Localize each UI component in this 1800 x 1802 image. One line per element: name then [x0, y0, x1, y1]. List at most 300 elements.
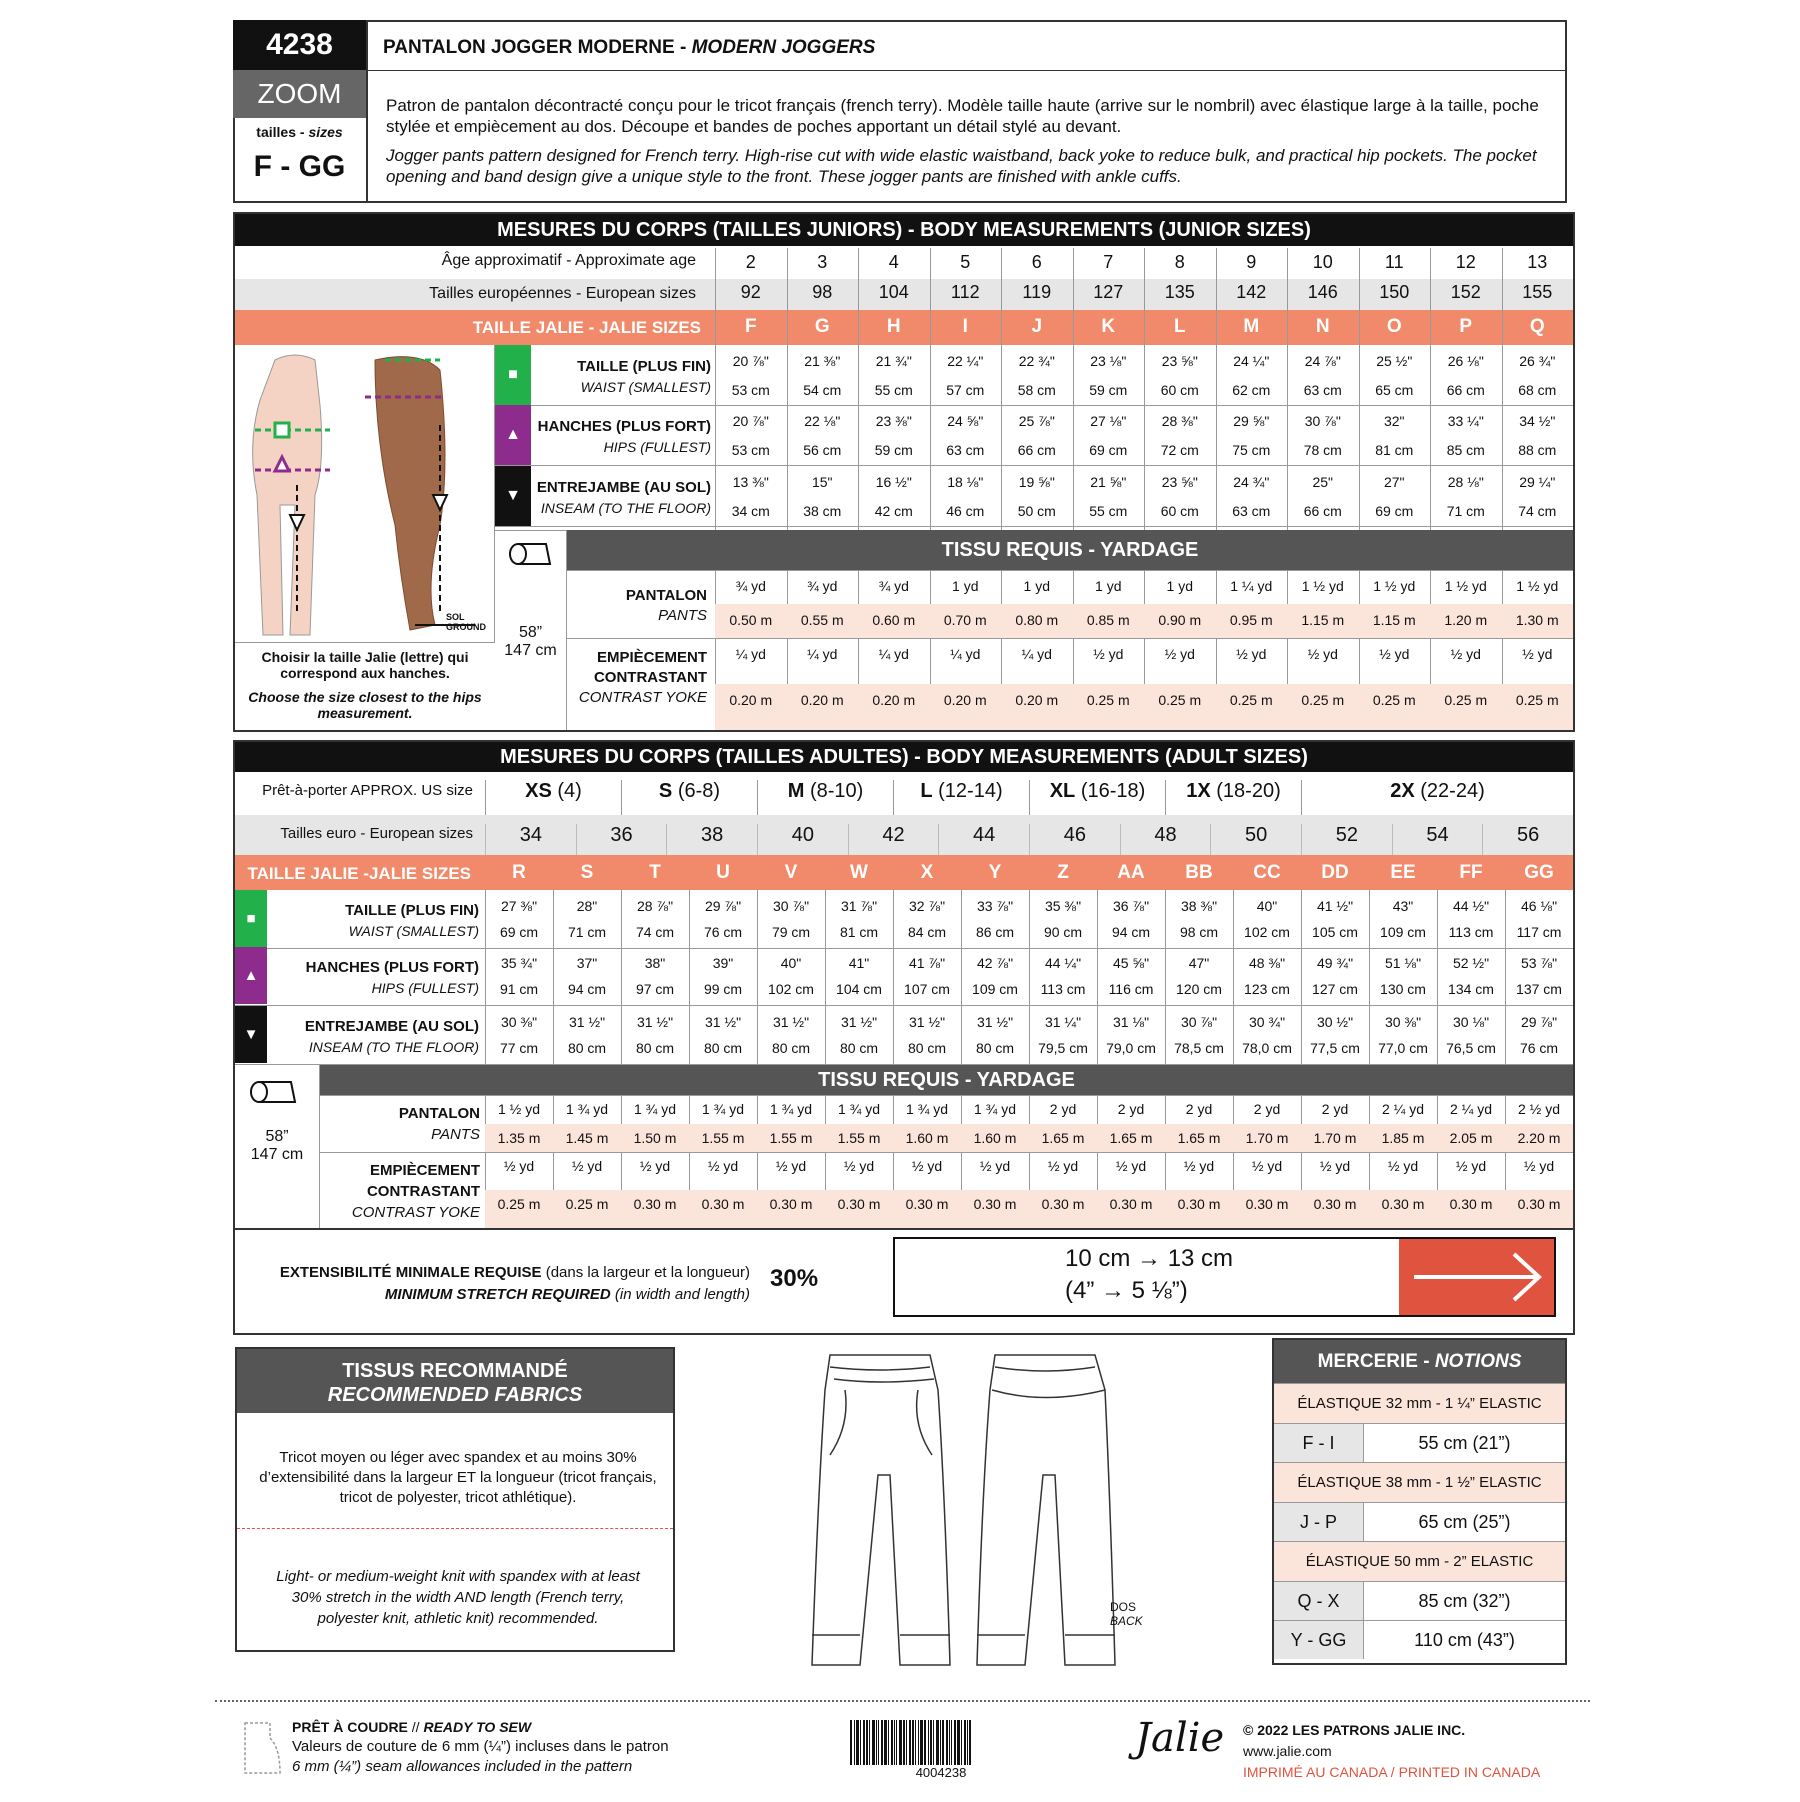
adult-yoke-yd: ½ yd	[1047, 1158, 1079, 1174]
junior-pants-yd: 1 yd	[952, 578, 979, 594]
barcode	[850, 1720, 1032, 1765]
adult-pants-yd: 2 ¼ yd	[1449, 1101, 1493, 1117]
barcode-bar	[954, 1720, 956, 1765]
junior-euro-size: 119	[1022, 282, 1052, 302]
adult-inseam-cm: 77,5 cm	[1310, 1040, 1360, 1056]
barcode-bar	[888, 1720, 889, 1765]
adult-hips-inch: 45 ⅝"	[1112, 955, 1150, 971]
barcode-bar	[881, 1720, 883, 1765]
fabrics-title-fr: TISSUS RECOMMANDÉ	[342, 1360, 568, 1382]
adult-yoke-yd: ½ yd	[1319, 1158, 1351, 1174]
row-divider	[235, 948, 1573, 949]
junior-waist-inch: 26 ¾"	[1519, 353, 1556, 369]
barcode-bar	[964, 1720, 966, 1765]
junior-waist-inch: 21 ⅜"	[804, 353, 841, 369]
adult-pants-yd: 1 ¾ yd	[769, 1101, 813, 1117]
notion-length: 85 cm (32”)	[1364, 1581, 1565, 1620]
barcode-bar	[876, 1720, 877, 1765]
adult-hips-cm: 99 cm	[703, 981, 743, 997]
row-divider	[495, 405, 1573, 406]
junior-hips-inch: 20 ⅞"	[732, 413, 769, 429]
junior-pants-m: 0.90 m	[1158, 612, 1202, 628]
header-title-divider	[366, 70, 1567, 71]
arrow-right-icon	[1399, 1239, 1554, 1315]
junior-waist-cm: 65 cm	[1375, 382, 1414, 398]
adult-yoke-yd: ½ yd	[1523, 1158, 1555, 1174]
junior-waist-inch: 20 ⅞"	[732, 353, 769, 369]
junior-waist-cm: 60 cm	[1160, 382, 1199, 398]
adult-euro-size: 34	[485, 824, 576, 855]
adult-rtw-size	[893, 780, 1029, 815]
adult-col-line	[961, 890, 962, 1228]
adult-waist-cm: 105 cm	[1312, 924, 1358, 940]
adult-inseam-cm: 76,5 cm	[1446, 1040, 1496, 1056]
junior-age: 2	[745, 252, 756, 272]
adult-hips-cm: 107 cm	[904, 981, 950, 997]
junior-inseam-inch: 29 ¼"	[1519, 474, 1556, 490]
adult-hips-cm: 109 cm	[972, 981, 1018, 997]
junior-age-label: Âge approximatif - Approximate age	[441, 252, 696, 269]
adult-inseam-inch: 30 ⅛"	[1452, 1014, 1490, 1030]
notions-title-fr: MERCERIE	[1317, 1351, 1418, 1372]
adult-pants-yd: 1 ¾ yd	[837, 1101, 881, 1117]
adult-inseam-cm: 78,5 cm	[1174, 1040, 1224, 1056]
adult-rtw-size	[621, 780, 757, 815]
junior-pants-yd: ¾ yd	[878, 578, 909, 594]
adult-waist-cm: 86 cm	[975, 924, 1015, 940]
adult-hips-cm: 134 cm	[1448, 981, 1494, 997]
adult-col-line	[757, 890, 758, 1228]
sizes-label-en: sizes	[308, 124, 343, 140]
adult-pants-m: 1.60 m	[973, 1129, 1017, 1146]
junior-euro-size: 152	[1450, 282, 1481, 302]
barcode-bar	[933, 1720, 934, 1765]
barcode-bar	[884, 1720, 887, 1765]
adult-rtw-size	[1301, 780, 1573, 815]
junior-hips-cm: 59 cm	[874, 442, 913, 458]
adult-rtw-range: (12-14)	[938, 780, 1003, 802]
adult-jalie-size: X	[920, 862, 934, 883]
back-label-fr: DOS	[1110, 1600, 1137, 1614]
stretch-en: MINIMUM STRETCH REQUIRED	[384, 1286, 611, 1303]
junior-waist-inch: 26 ⅛"	[1447, 353, 1484, 369]
junior-table-title: MESURES DU CORPS (TAILLES JUNIORS) - BODY MEASUREMENTS (JUNIOR SIZES)	[235, 214, 1573, 246]
adult-hips-cm: 130 cm	[1380, 981, 1426, 997]
adult-jalie-size: GG	[1524, 862, 1554, 883]
adult-euro-size: 46	[1029, 824, 1120, 855]
junior-yoke-yd: ¼ yd	[878, 646, 909, 662]
junior-age: 9	[1246, 252, 1257, 272]
junior-yoke-yd: ¼ yd	[807, 646, 838, 662]
adult-waist-cm: 98 cm	[1179, 924, 1219, 940]
adult-euro-size: 48	[1120, 824, 1211, 855]
adult-fabric-roll-icon	[247, 1077, 307, 1107]
adult-inseam-inch: 31 ½"	[704, 1014, 742, 1030]
junior-euro-size: 104	[878, 282, 909, 302]
junior-inseam-en: INSEAM (TO THE FLOOR)	[540, 500, 711, 516]
notion-length: 110 cm (43”)	[1364, 1620, 1565, 1659]
junior-yoke-yd: ½ yd	[1379, 646, 1410, 662]
adult-pants-m: 1.65 m	[1041, 1129, 1085, 1146]
junior-hips-cm: 81 cm	[1375, 442, 1414, 458]
junior-age: 12	[1455, 252, 1476, 272]
adult-waist-cm: 84 cm	[907, 924, 947, 940]
junior-pants-yd: 1 yd	[1023, 578, 1050, 594]
junior-waist-fr: TAILLE (PLUS FIN)	[577, 358, 711, 375]
adult-inseam-cm: 76 cm	[1519, 1040, 1559, 1056]
stretch-label	[240, 1262, 750, 1306]
junior-yoke-fr2: CONTRASTANT	[593, 669, 707, 686]
adult-pants-m: 1.85 m	[1381, 1129, 1425, 1146]
adult-yoke-m: 0.30 m	[701, 1196, 745, 1212]
stretch-in: (4” → 5 ⅛”)	[1065, 1277, 1188, 1304]
fabric-roll-icon	[506, 539, 556, 569]
junior-pants-m: 0.55 m	[800, 612, 844, 628]
adult-hips-fr: HANCHES (PLUS FORT)	[305, 959, 479, 976]
adult-inseam-label	[267, 1016, 479, 1058]
junior-yoke-m: 0.20 m	[800, 692, 844, 708]
adult-jalie-size: CC	[1253, 862, 1281, 883]
adult-waist-cm: 69 cm	[499, 924, 539, 940]
junior-inseam-fr: ENTREJAMBE (AU SOL)	[536, 479, 711, 496]
barcode-bar	[942, 1720, 944, 1765]
junior-pants-m: 0.70 m	[943, 612, 987, 628]
adult-hips-inch: 53 ⅞"	[1520, 955, 1558, 971]
adult-waist-inch: 30 ⅞"	[772, 898, 810, 914]
adult-waist-inch: 36 ⅞"	[1112, 898, 1150, 914]
adult-rtw-range: (8-10)	[809, 780, 864, 802]
junior-yoke-m: 0.25 m	[1086, 692, 1130, 708]
junior-waist-inch: 25 ½"	[1376, 353, 1413, 369]
fabrics-divider	[237, 1528, 673, 1529]
adult-hips-inch: 48 ⅜"	[1248, 955, 1286, 971]
junior-jalie-size: K	[1101, 316, 1116, 337]
adult-yoke-m: 0.30 m	[1381, 1196, 1425, 1212]
adult-yoke-yd: ½ yd	[639, 1158, 671, 1174]
junior-age: 4	[888, 252, 899, 272]
junior-pants-yd: 1 ½ yd	[1373, 578, 1416, 594]
adult-hips-cm: 123 cm	[1244, 981, 1290, 997]
adult-jalie-size: U	[716, 862, 730, 883]
adult-yoke-yd: ½ yd	[1455, 1158, 1487, 1174]
stretch-percent: 30%	[770, 1265, 819, 1292]
inseam-label	[531, 478, 711, 518]
adult-rtw-size	[757, 780, 893, 815]
adult-waist-cm: 90 cm	[1043, 924, 1083, 940]
adult-rtw-bold: 2X	[1390, 780, 1415, 802]
junior-jalie-size: L	[1173, 316, 1186, 337]
barcode-bar	[891, 1720, 893, 1765]
junior-hips-cm: 53 cm	[731, 442, 770, 458]
barcode-bar	[969, 1720, 971, 1765]
junior-age: 5	[960, 252, 971, 272]
pattern-piece-icon	[240, 1718, 285, 1778]
footer-ready: PRÊT À COUDRE // READY TO SEW Valeurs de couture de 6 mm (¼”) incluses dans le patron 6 mm (¼”) seam allowances included in the pattern	[292, 1719, 669, 1775]
adult-euro-size: 44	[938, 824, 1029, 855]
adult-width-in: 58”	[265, 1128, 289, 1145]
barcode-bar	[920, 1720, 923, 1765]
adult-inseam-icon: ▼	[235, 1006, 267, 1063]
junior-yoke-yd: ½ yd	[1450, 646, 1481, 662]
junior-euro-size: 150	[1379, 282, 1410, 302]
junior-inseam-cm: 60 cm	[1160, 503, 1199, 519]
adult-jalie-size: DD	[1321, 862, 1349, 883]
adult-rtw-bold: XS	[525, 780, 552, 802]
adult-table-title: MESURES DU CORPS (TAILLES ADULTES) - BODY MEASUREMENTS (ADULT SIZES)	[235, 742, 1573, 772]
junior-inseam-inch: 16 ½"	[875, 474, 912, 490]
barcode-bar	[906, 1720, 907, 1765]
adult-yoke-m: 0.30 m	[1449, 1196, 1493, 1212]
adult-hips-cm: 120 cm	[1176, 981, 1222, 997]
junior-waist-inch: 23 ⅛"	[1090, 353, 1127, 369]
description-en: Jogger pants pattern designed for French terry. High-rise cut with wide elastic waistband, back yoke to reduce bulk, and practical hip pockets. The pocket opening and band design give a unique style to the front. These jogger pants are finished with ankle cuffs.	[386, 146, 1537, 186]
junior-hips-cm: 78 cm	[1303, 442, 1342, 458]
junior-jalie-size: H	[886, 316, 901, 337]
adult-jalie-size: Y	[988, 862, 1002, 883]
junior-inseam-inch: 25"	[1312, 474, 1334, 490]
adult-waist-inch: 43"	[1392, 898, 1414, 914]
adult-yoke-yd: ½ yd	[979, 1158, 1011, 1174]
barcode-bar	[850, 1720, 852, 1765]
adult-pants-m: 1.65 m	[1177, 1129, 1221, 1146]
junior-yoke-yd: ½ yd	[1307, 646, 1338, 662]
notion-size-range: J - P	[1274, 1502, 1364, 1541]
adult-inseam-inch: 31 ½"	[568, 1014, 606, 1030]
adult-pants-yd: 2 ¼ yd	[1381, 1101, 1425, 1117]
adult-inseam-inch: 31 ½"	[840, 1014, 878, 1030]
footer-info	[1243, 1720, 1540, 1783]
adult-hips-inch: 39"	[712, 955, 734, 971]
barcode-bar	[863, 1720, 865, 1765]
adult-hips-cm: 102 cm	[768, 981, 814, 997]
barcode-bar	[924, 1720, 926, 1765]
barcode-number: 4004238	[915, 1765, 967, 1780]
junior-pants-label	[567, 580, 707, 626]
adult-inseam-inch: 29 ⅞"	[1520, 1014, 1558, 1030]
adult-waist-inch: 40"	[1256, 898, 1278, 914]
junior-euro-size: 142	[1236, 282, 1267, 302]
junior-jalie-size: J	[1031, 316, 1043, 337]
junior-hips-cm: 75 cm	[1232, 442, 1271, 458]
adult-yoke-yd: ½ yd	[571, 1158, 603, 1174]
junior-jalie-size: N	[1315, 316, 1330, 337]
junior-hips-cm: 63 cm	[946, 442, 985, 458]
junior-hips-cm: 69 cm	[1089, 442, 1128, 458]
adult-pants-label	[320, 1103, 480, 1145]
barcode-bar	[899, 1720, 902, 1765]
junior-waist-inch: 24 ¼"	[1233, 353, 1270, 369]
back-label	[1110, 1600, 1143, 1628]
adult-yoke-m: 0.30 m	[1313, 1196, 1357, 1212]
adult-waist-cm: 79 cm	[771, 924, 811, 940]
adult-pants-yd: 2 yd	[1321, 1101, 1349, 1117]
junior-yoke-yd: ½ yd	[1093, 646, 1124, 662]
junior-waist-cm: 57 cm	[946, 382, 985, 398]
adult-inseam-inch: 31 ½"	[976, 1014, 1014, 1030]
adult-inseam-inch: 31 ½"	[908, 1014, 946, 1030]
junior-waist-inch: 21 ¾"	[875, 353, 912, 369]
barcode-bar	[894, 1720, 895, 1765]
adult-rtw-range: (6-8)	[677, 780, 721, 802]
junior-hips-fr: HANCHES (PLUS FORT)	[537, 418, 711, 435]
notion-heading: ÉLASTIQUE 50 mm - 2” ELASTIC	[1274, 1541, 1565, 1581]
junior-pants-m: 0.85 m	[1086, 612, 1130, 628]
page-title: PANTALON JOGGER MODERNE - MODERN JOGGERS	[383, 37, 876, 58]
notion-heading: ÉLASTIQUE 32 mm - 1 ¼” ELASTIC	[1274, 1383, 1565, 1423]
description-fr: Patron de pantalon décontracté conçu pour le tricot français (french terry). Modèle taille haute (arrive sur le nombril) avec élastique large à la taille, poche stylée et empiècement au dos. Découpe et bandes de poches apportant un détail stylé au devant.	[386, 96, 1539, 136]
adult-hips-inch: 35 ¾"	[500, 955, 538, 971]
junior-yoke-m: 0.25 m	[1229, 692, 1273, 708]
junior-waist-cm: 59 cm	[1089, 382, 1128, 398]
barcode-bar	[854, 1720, 855, 1765]
adult-hips-inch: 49 ¾"	[1316, 955, 1354, 971]
row-divider	[567, 638, 1573, 639]
adult-pants-m: 1.60 m	[905, 1129, 949, 1146]
junior-jalie-label: TAILLE JALIE - JALIE SIZES	[472, 318, 701, 337]
adult-jalie-size: V	[784, 862, 798, 883]
adult-col-line	[621, 890, 622, 1228]
adult-waist-inch: 35 ⅜"	[1044, 898, 1082, 914]
adult-pants-m: 1.70 m	[1245, 1129, 1289, 1146]
adult-waist-inch: 31 ⅞"	[840, 898, 878, 914]
adult-inseam-inch: 31 ½"	[636, 1014, 674, 1030]
junior-waist-cm: 62 cm	[1232, 382, 1271, 398]
junior-yoke-m: 0.25 m	[1515, 692, 1559, 708]
junior-inseam-inch: 27"	[1383, 474, 1405, 490]
junior-hips-inch: 22 ⅛"	[804, 413, 841, 429]
row-divider	[567, 570, 1573, 571]
junior-hips-inch: 33 ¼"	[1447, 413, 1484, 429]
adult-yoke-label	[320, 1160, 480, 1223]
adult-rtw-range: (4)	[557, 780, 582, 802]
adult-waist-inch: 46 ⅛"	[1520, 898, 1558, 914]
junior-hips-inch: 32"	[1383, 413, 1405, 429]
adult-hips-cm: 127 cm	[1312, 981, 1358, 997]
adult-yoke-yd: ½ yd	[843, 1158, 875, 1174]
junior-inseam-inch: 15"	[811, 474, 833, 490]
adult-rtw-bold: XL	[1049, 780, 1076, 802]
waist-icon: ■	[495, 345, 531, 405]
adult-inseam-inch: 31 ½"	[772, 1014, 810, 1030]
adult-waist-inch: 28 ⅞"	[636, 898, 674, 914]
adult-jalie-label: TAILLE JALIE -JALIE SIZES	[247, 864, 471, 883]
adult-rtw-range: (18-20)	[1216, 780, 1281, 802]
adult-inseam-cm: 78,0 cm	[1242, 1040, 1292, 1056]
adult-euro-size: 56	[1482, 824, 1573, 855]
junior-hips-en: HIPS (FULLEST)	[603, 439, 711, 455]
junior-pants-yd: 1 ½ yd	[1516, 578, 1559, 594]
ground-label	[446, 612, 486, 632]
barcode-bar	[918, 1720, 919, 1765]
junior-inseam-cm: 34 cm	[731, 503, 770, 519]
notions-title: MERCERIE - NOTIONS	[1274, 1340, 1565, 1383]
barcode-bar	[946, 1720, 948, 1765]
sol-text: SOL	[446, 612, 465, 622]
junior-age: 6	[1031, 252, 1042, 272]
adult-hips-inch: 51 ⅛"	[1384, 955, 1422, 971]
back-label-en: BACK	[1110, 1614, 1143, 1628]
adult-yoke-m: 0.30 m	[1109, 1196, 1153, 1212]
junior-hips-cm: 66 cm	[1017, 442, 1056, 458]
adult-pants-yd: 1 ¾ yd	[565, 1101, 609, 1117]
adult-yoke-yd: ½ yd	[911, 1158, 943, 1174]
junior-inseam-inch: 23 ⅝"	[1161, 474, 1198, 490]
junior-yoke-fr1: EMPIÈCEMENT	[596, 649, 707, 666]
adult-yoke-m: 0.25 m	[565, 1196, 609, 1212]
adult-inseam-inch: 30 ⅞"	[1180, 1014, 1218, 1030]
row-divider	[320, 1152, 1573, 1153]
junior-yoke-m: 0.25 m	[1301, 692, 1345, 708]
notions-title-en: NOTIONS	[1434, 1351, 1522, 1372]
garment-line-drawing	[800, 1345, 1160, 1685]
adult-waist-cm: 94 cm	[1111, 924, 1151, 940]
adult-col-line	[1097, 890, 1098, 1228]
stretch-fr-note: (dans la largeur et la longueur)	[545, 1264, 750, 1281]
adult-euro-size: 38	[666, 824, 757, 855]
adult-pants-m: 1.70 m	[1313, 1129, 1357, 1146]
junior-yoke-m: 0.20 m	[872, 692, 916, 708]
junior-pants-yd: 1 ¼ yd	[1230, 578, 1273, 594]
adult-hips-inch: 41 ⅞"	[908, 955, 946, 971]
adult-euro-size: 54	[1392, 824, 1483, 855]
adult-yoke-m: 0.30 m	[633, 1196, 677, 1212]
junior-yoke-m: 0.20 m	[1015, 692, 1059, 708]
adult-yoke-en: CONTRAST YOKE	[351, 1204, 480, 1221]
adult-rtw-label: Prêt-à-porter APPROX. US size	[262, 782, 473, 799]
junior-inseam-cm: 46 cm	[946, 503, 985, 519]
adult-pants-yd: 1 ¾ yd	[701, 1101, 745, 1117]
adult-inseam-cm: 80 cm	[567, 1040, 607, 1056]
adult-waist-en: WAIST (SMALLEST)	[348, 923, 479, 939]
adult-pants-yd: 2 yd	[1049, 1101, 1077, 1117]
adult-col-line	[1505, 890, 1506, 1228]
barcode-bar	[928, 1720, 929, 1765]
junior-age: 13	[1527, 252, 1548, 272]
adult-waist-inch: 44 ½"	[1452, 898, 1490, 914]
barcode-bar	[949, 1720, 950, 1765]
title-fr: PANTALON JOGGER MODERNE	[383, 37, 675, 58]
barcode-bar	[856, 1720, 859, 1765]
barcode-bar	[860, 1720, 861, 1765]
adult-yoke-yd: ½ yd	[503, 1158, 535, 1174]
adult-hips-inch: 47"	[1188, 955, 1210, 971]
junior-euro-size: 127	[1093, 282, 1124, 302]
size-range: F - GG	[253, 150, 346, 183]
adult-yoke-m: 0.30 m	[1517, 1196, 1561, 1212]
adult-jalie-size: AA	[1117, 862, 1145, 883]
adult-rtw-range: (22-24)	[1420, 780, 1485, 802]
adult-pants-en: PANTS	[431, 1126, 480, 1143]
junior-waist-cm: 55 cm	[874, 382, 913, 398]
junior-yoke-label	[567, 648, 707, 708]
adult-waist-inch: 27 ⅜"	[500, 898, 538, 914]
junior-pants-m: 0.80 m	[1015, 612, 1059, 628]
junior-pants-fr: PANTALON	[625, 587, 707, 604]
adult-col-line	[1165, 890, 1166, 1228]
sizes-label: tailles - sizes	[256, 124, 343, 140]
adult-inseam-inch: 31 ⅛"	[1112, 1014, 1150, 1030]
adult-rtw-size	[1165, 780, 1301, 815]
adult-waist-inch: 28"	[576, 898, 598, 914]
adult-inseam-cm: 80 cm	[703, 1040, 743, 1056]
adult-hips-cm: 116 cm	[1108, 981, 1154, 997]
adult-col-line	[1437, 890, 1438, 1228]
adult-width-cm: 147 cm	[250, 1146, 304, 1163]
adult-inseam-inch: 30 ¾"	[1248, 1014, 1286, 1030]
stretch-cm: 10 cm → 13 cm	[1065, 1245, 1234, 1272]
barcode-bar	[961, 1720, 962, 1765]
waist-label	[531, 357, 711, 397]
